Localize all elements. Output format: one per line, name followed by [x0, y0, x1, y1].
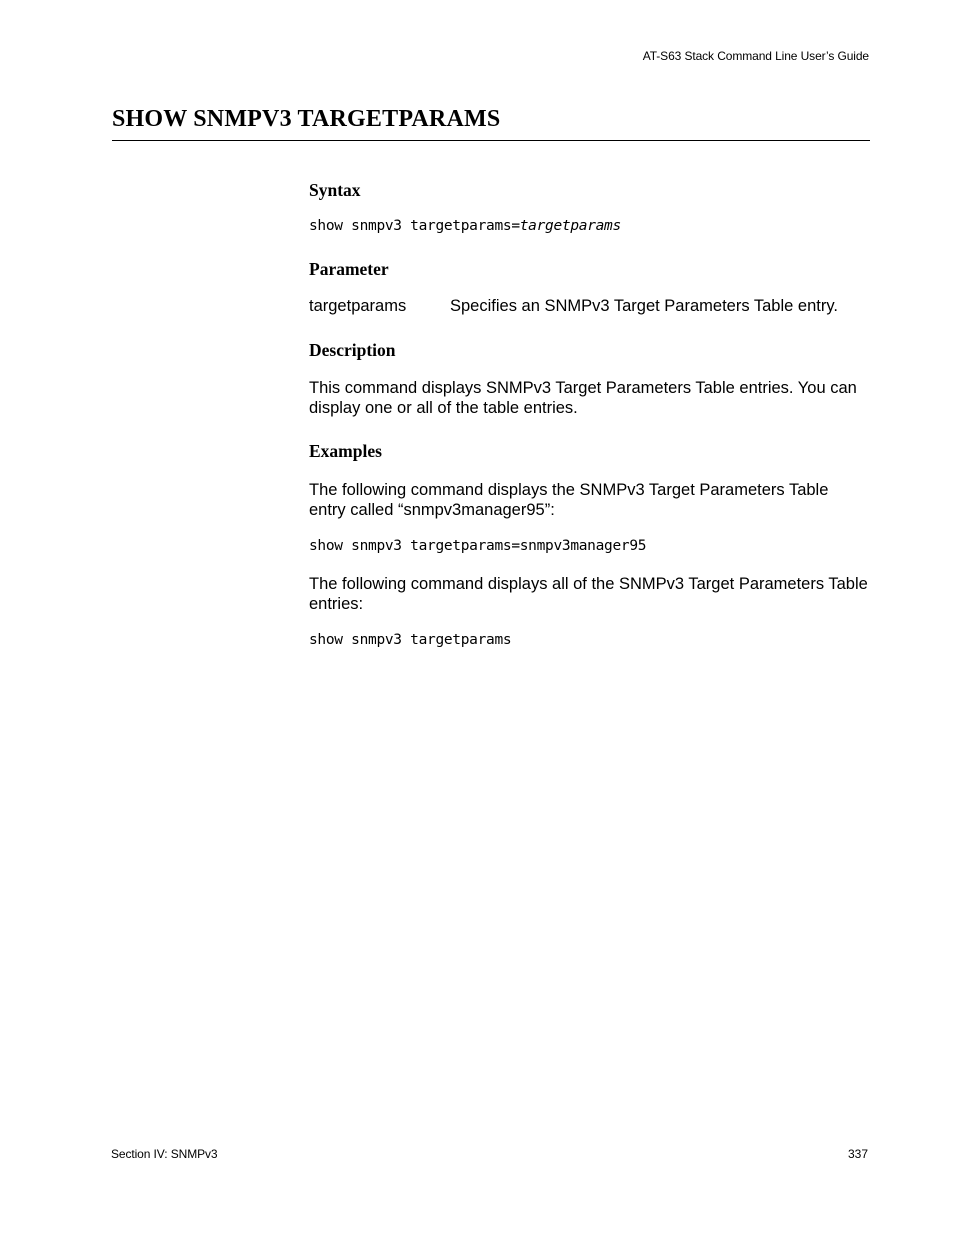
example-command: show snmpv3 targetparams=snmpv3manager95 — [309, 538, 647, 554]
example-text: The following command displays all of the SNMPv3 Target Parameters Table entries: — [309, 575, 868, 613]
syntax-command-text: show snmpv3 targetparams= — [309, 218, 520, 234]
footer-section: Section IV: SNMPv3 — [111, 1147, 218, 1161]
parameter-heading: Parameter — [309, 259, 389, 279]
description-heading: Description — [309, 340, 396, 360]
example-command: show snmpv3 targetparams — [309, 632, 512, 648]
running-header: AT-S63 Stack Command Line User’s Guide — [642, 49, 869, 63]
syntax-command — [309, 218, 621, 234]
syntax-argument: targetparams — [519, 218, 621, 234]
parameter-name: targetparams — [309, 297, 407, 315]
title-rule — [112, 140, 870, 141]
page-title: SHOW SNMPV3 TARGETPARAMS — [112, 106, 501, 132]
footer-page-number: 337 — [847, 1147, 868, 1161]
syntax-heading: Syntax — [309, 180, 361, 200]
examples-heading: Examples — [309, 441, 382, 461]
parameter-description: Specifies an SNMPv3 Target Parameters Table entry. — [450, 297, 838, 315]
example-text: The following command displays the SNMPv3 Target Parameters Table entry called “snmpv3manager95”: — [309, 481, 829, 519]
description-text: This command displays SNMPv3 Target Parameters Table entries. You can display one or all of the table entries. — [309, 379, 857, 417]
